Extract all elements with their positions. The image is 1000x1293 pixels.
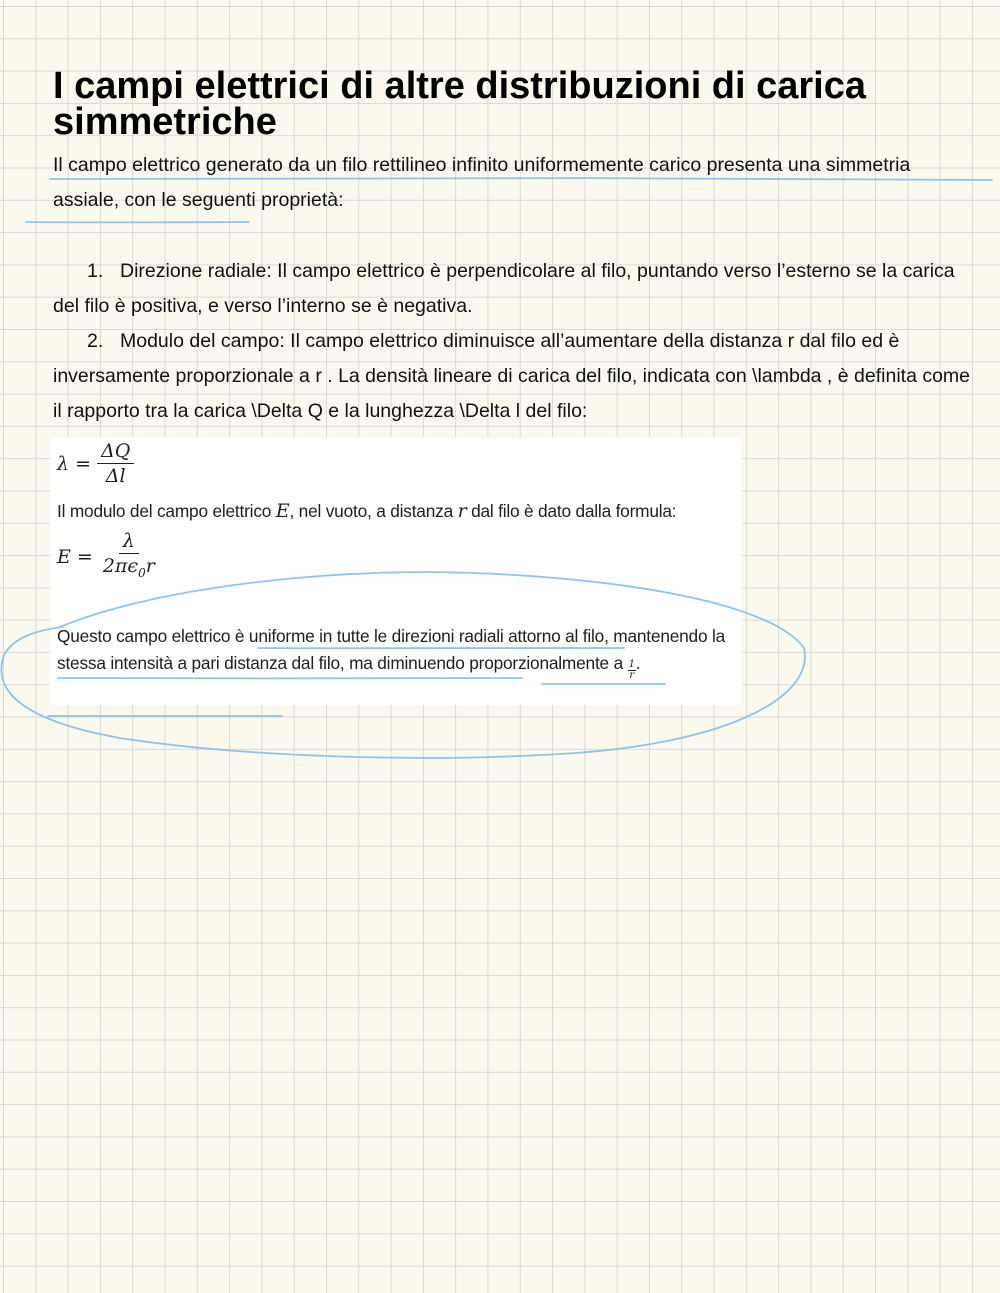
list-item-text: Modulo del campo: Il campo elettrico diminuisce all’aumentare della distanza r dal filo ed è inversamente proporzionale a r . La densità lineare di carica del filo, indicata con \lambda , è definita come il rapporto tra la carica \Delta Q e la lunghezza \Delta l del filo: <box>53 330 971 422</box>
list-item-radial-direction <box>53 254 973 324</box>
text-segment: . <box>635 653 641 673</box>
list-number: 2. <box>87 330 104 352</box>
list-number: 1. <box>87 260 104 282</box>
fraction-denominator: Δl <box>105 465 126 487</box>
list-item-field-magnitude <box>53 324 973 429</box>
pasted-formula-card <box>50 437 742 705</box>
one-over-r-fraction <box>628 660 636 681</box>
fraction-numerator: 1 <box>628 659 635 670</box>
text-segment: , nel vuoto, a distanza <box>289 501 458 521</box>
variable-e: E <box>275 500 290 522</box>
text-segment: Il modulo del campo elettrico <box>57 501 276 521</box>
epsilon-subscript: 0 <box>138 565 146 580</box>
charge-density-equation <box>57 441 134 486</box>
fraction-numerator: λ <box>119 531 139 554</box>
equation-fraction <box>97 441 134 486</box>
intro-paragraph: Il campo elettrico generato da un filo rettilineo infinito uniformemente carico presenta una simmetria assiale, con le seguenti proprietà: <box>53 154 911 211</box>
denominator-part: r <box>145 555 155 577</box>
equation-lhs: E = <box>57 545 93 568</box>
electric-field-equation <box>57 531 159 583</box>
denominator-part: 2πϵ <box>102 555 139 577</box>
page-title: I campi elettrici di altre distribuzioni di carica simmetriche <box>53 65 867 143</box>
list-item-text: Direzione radiale: Il campo elettrico è perpendicolare al filo, puntando verso l’esterno se la carica del filo è positiva, e verso l’interno se è negativa. <box>53 260 955 317</box>
fraction-denominator: r <box>629 670 634 681</box>
text-segment: Questo campo elettrico è uniforme in tutte le direzioni radiali attorno al filo, mantenendo la stessa intensità a pari distanza dal filo, ma diminuendo proporzionalmente a <box>57 626 726 673</box>
uniformity-paragraph <box>57 623 742 681</box>
text-segment: dal filo è dato dalla formula: <box>466 501 677 521</box>
equation-lhs: λ = <box>57 452 92 475</box>
fraction-denominator <box>99 554 159 583</box>
variable-r: r <box>457 500 467 522</box>
fraction-numerator: ΔQ <box>97 441 134 464</box>
equation-fraction <box>99 531 159 583</box>
field-formula-intro <box>57 500 742 522</box>
